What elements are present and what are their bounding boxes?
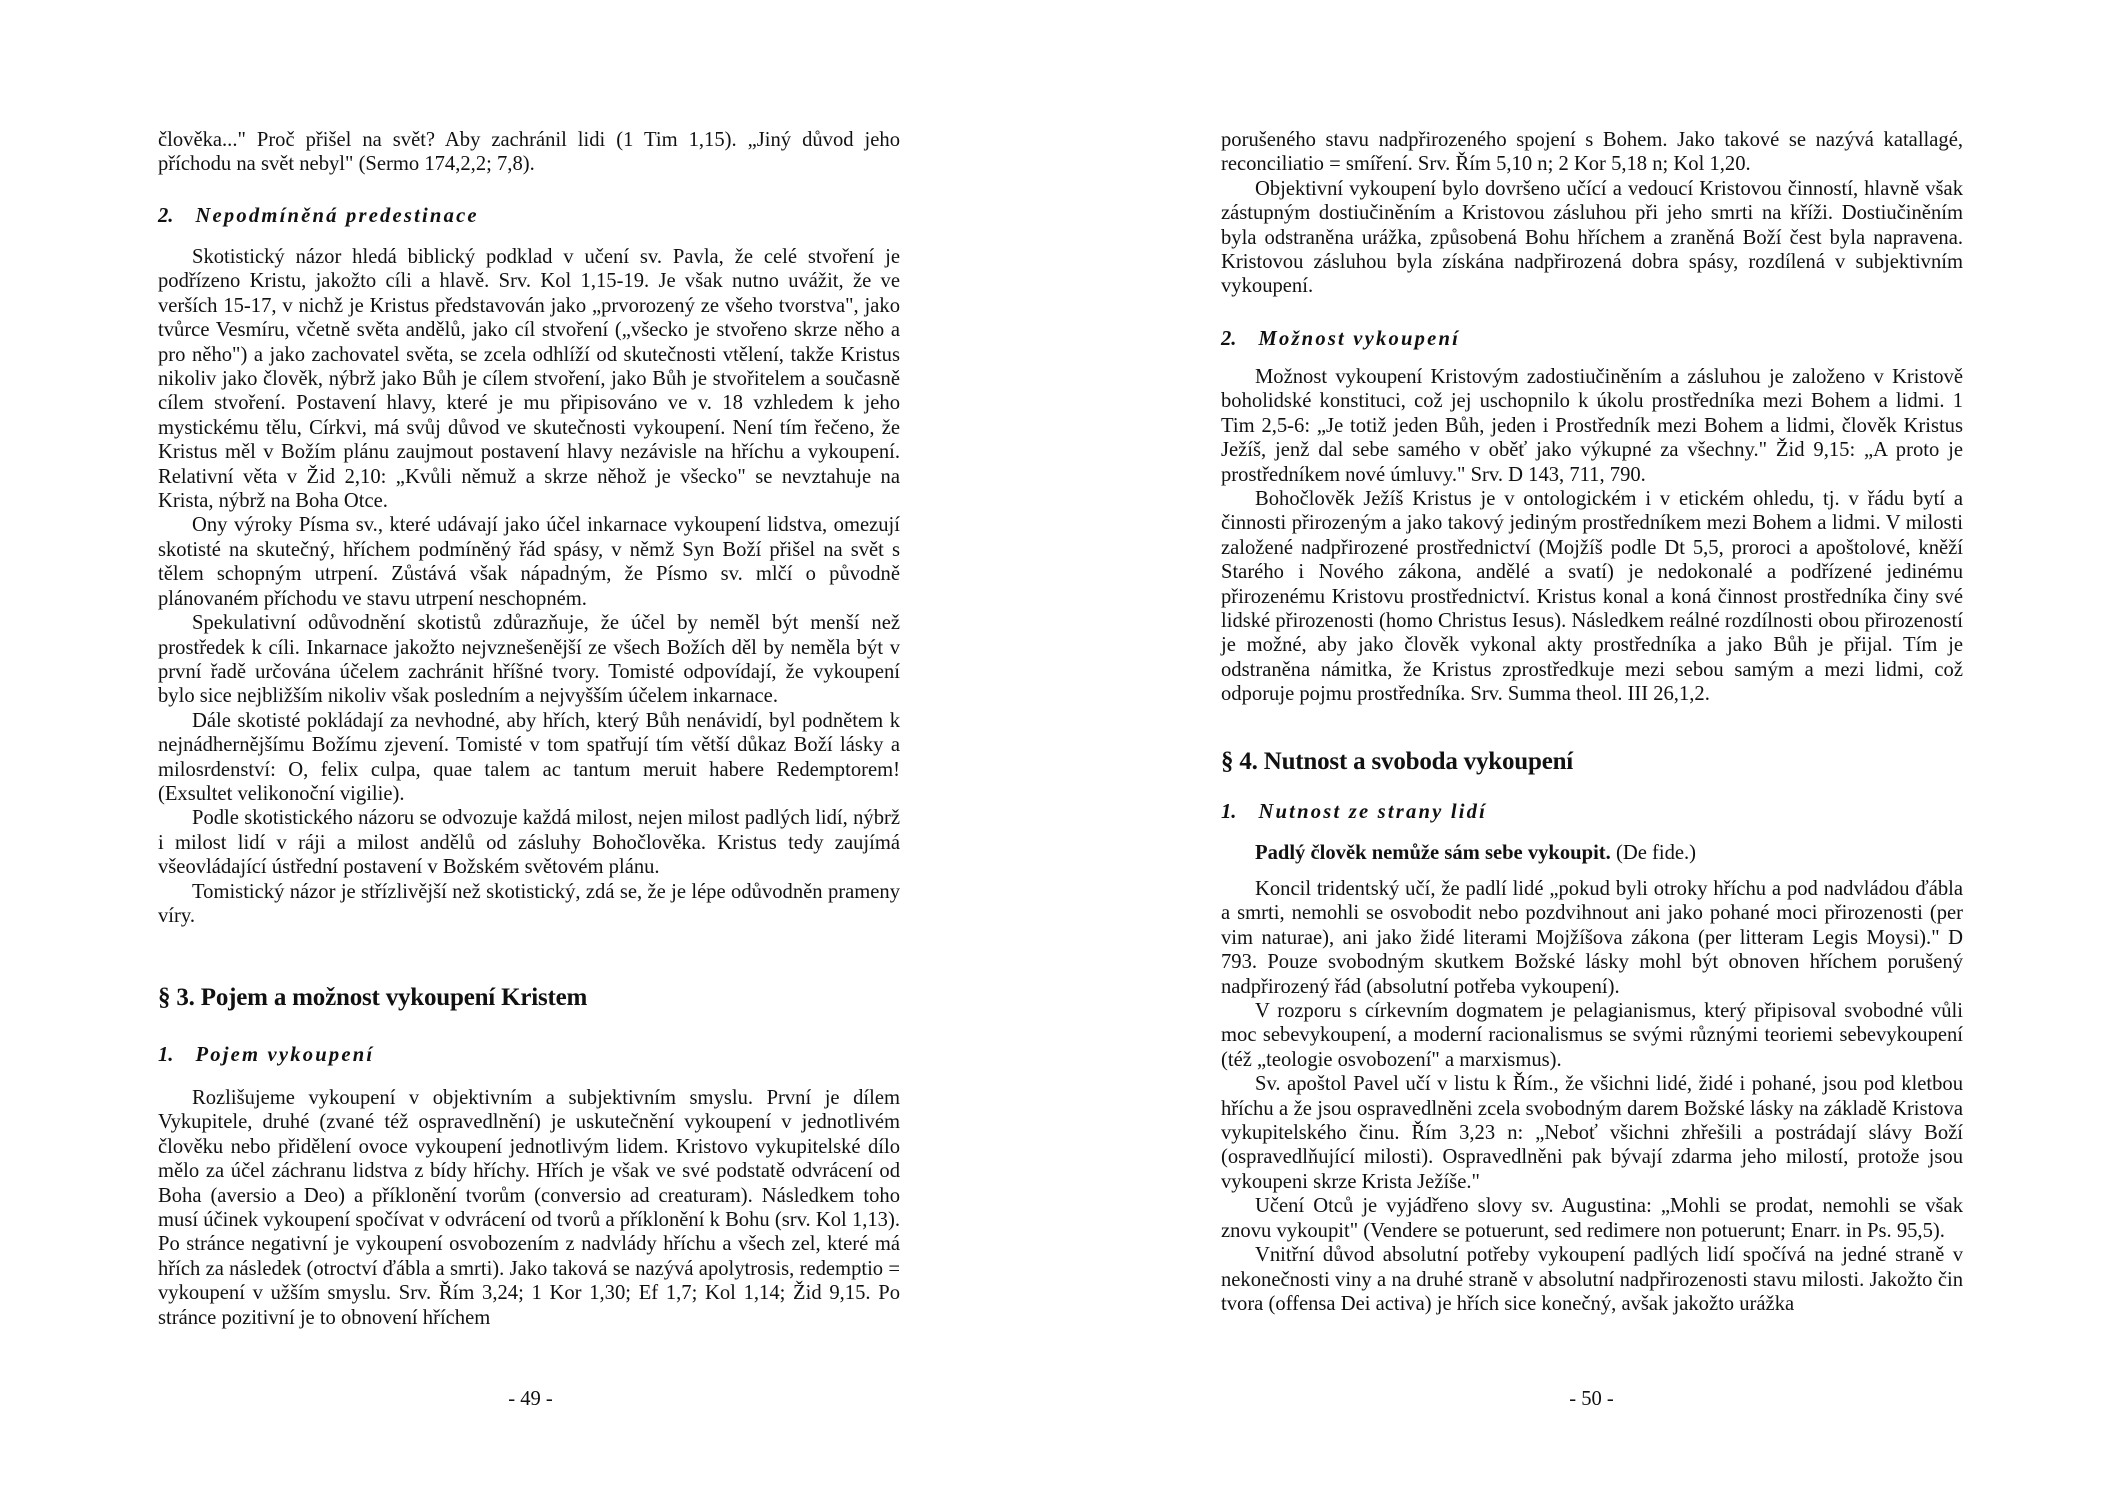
subsection-body [158, 245, 900, 928]
section-heading: § 3. Pojem a možnost vykoupení Kristem [158, 984, 588, 1011]
paragraph: Spekulativní odůvodnění skotistů zdůrazňuje, že účel by neměl být menší než prostředek k cíli. Inkarnace jakožto nejvznešenější ze všech Božích děl by neměla být v první řadě určována účelem zachránit hříšné tvory. Tomisté odpovídají, že vykoupení bylo sice nejbližším nikoliv však posledním a nejvyšším účelem inkarnace. [158, 612, 900, 708]
subsection-heading [1221, 801, 1487, 824]
paragraph: Tomistický názor je střízlivější než skotistický, zdá se, že je lépe odůvodněn prameny víry. [158, 880, 900, 927]
paragraph: Ony výroky Písma sv., které udávají jako účel inkarnace vykoupení lidstva, omezují skotisté na skutečný, hříchem podmíněný řád spásy, v němž Syn Boží přišel na svět s tělem schopným utrpení. Zůstává však nápadným, že Písmo sv. mlčí o původně plánovaném příchodu ve stavu utrpení neschopném. [158, 514, 900, 610]
subsection-number: 2. [1221, 328, 1237, 350]
paragraph: Vnitřní důvod absolutní potřeby vykoupení padlých lidí spočívá na jedné straně v nekonečnosti viny a na druhé straně v absolutní nadpřirozenosti stavu milosti. Jakožto čin tvora (offensa Dei activa) je hřích sice konečný, avšak jakožto urážka [1221, 1244, 1963, 1315]
paragraph: Podle skotistického názoru se odvozuje každá milost, nejen milost padlých lidí, nýbrž i milost lidí v ráji a milost andělů od zásluhy Bohočlověka. Kristus tedy zaujímá všeovládající ústřední postavení v Božském světovém plánu. [158, 807, 900, 879]
subsection-heading [158, 1044, 374, 1067]
paragraph: člověka..." Proč přišel na svět? Aby zachránil lidi (1 Tim 1,15). „Jiný důvod jeho příchodu na svět nebyl" (Sermo 174,2,2; 7,8). [158, 129, 900, 176]
paragraph: porušeného stavu nadpřirozeného spojení s Bohem. Jako takové se nazývá katallagé, reconciliatio = smíření. Srv. Řím 5,10 n; 2 Kor 5,18 n; Kol 1,20. [1221, 129, 1963, 176]
paragraph: V rozporu s církevním dogmatem je pelagianismus, který připisoval svobodné vůli moc sebevykoupení, a moderní racionalismus se svými různými teoriemi sebevykoupení (též „teologie osvobození" a marxismus). [1221, 1000, 1963, 1071]
subsection-body [1221, 877, 1963, 1316]
paragraph: Možnost vykoupení Kristovým zadostiučiněním a zásluhou je založeno v Kristově boholidské konstituci, což jej uschopnilo k úkolu prostředníka mezi Bohem a lidmi. 1 Tim 2,5-6: „Je totiž jeden Bůh, jeden i Prostředník mezi Bohem a lidmi, člověk Kristus Ježíš, jenž dal sebe samého v oběť jako výkupné za všechny." Žid 9,15: „A proto je prostředníkem nové úmluvy." Srv. D 143, 711, 790. [1221, 366, 1963, 486]
subsection-number: 1. [1221, 801, 1237, 823]
paragraph: Sv. apoštol Pavel učí v listu k Řím., že všichni lidé, židé i pohané, jsou pod kletbou hříchu a že jsou ospravedlněni zcela svobodným darem Božské lásky na základě Kristova vykupitelského činu. Řím 3,23 n: „Neboť všichni zhřešili a postrádají slávy Boží (ospravedlňující milosti). Ospravedlněni pak bývají zdarma jeho milostí, protože jsou vykoupeni skrze Krista Ježíše." [1221, 1073, 1963, 1193]
page-number: - 49 - [508, 1388, 553, 1410]
continued-block [1221, 128, 1963, 299]
paragraph: Bohočlověk Ježíš Kristus je v ontologickém i v etickém ohledu, tj. v řádu bytí a činnosti přirozeným a jako takový jediným prostředníkem mezi Bohem a lidmi. V milosti založené nadpřirozené prostřednictví (Mojžíš podle Dt 5,5, proroci a apoštolové, kněží Starého i Nového zákona, andělé a svatí) je nedokonalé a podřízené jedinému přirozenému Kristovu prostřednictví. Kristus konal a koná činnost prostředníka činy své lidské přirozenosti (homo Christus Iesus). Následkem reálné rozdílnosti obou přirozeností je možné, aby jako člověk vykonal akty prostředníka a jako Bůh je přijal. Tím je odstraněna námitka, že Kristus zprostředkuje mezi sebou samým a mezi lidmi, což odporuje pojmu prostředníka. Srv. Summa theol. III 26,1,2. [1221, 488, 1963, 706]
subsection-title: Nutnost ze strany lidí [1258, 801, 1488, 823]
subsection-title: Možnost vykoupení [1258, 328, 1461, 350]
subsection-body [158, 1086, 900, 1330]
page-number: - 50 - [1569, 1388, 1614, 1410]
paragraph: Rozlišujeme vykoupení v objektivním a subjektivním smyslu. První je dílem Vykupitele, druhé (zvané též ospravedlnění) je uskutečnění vykoupení v jednotlivém člověku nebo přidělení ovoce vykoupení jednotlivým lidem. Kristovo vykupitelské dílo mělo za účel záchranu lidstva z bídy hříchy. Hřích je však ve své podstatě odvrácení od Boha (aversio a Deo) a příklonění tvorům (conversio ad creaturam). Následkem toho musí účinek vykoupení spočívat v odvrácení od tvorů a příklonění k Bohu (srv. Kol 1,13). Po stránce negativní je vykoupení osvobozením z nadvlády hříchu a všech zel, které má hřích za následek (otroctví ďábla a smrti). Jako taková se nazývá apolytrosis, redemptio = vykoupení v užším smyslu. Srv. Řím 3,24; 1 Kor 1,30; Ef 1,7; Kol 1,14; Žid 9,15. Po stránce pozitivní je to obnovení hříchem [158, 1087, 900, 1329]
subsection-title: Pojem vykoupení [195, 1044, 375, 1066]
paragraph: Dále skotisté pokládají za nevhodné, aby hřích, který Bůh nenávidí, byl podnětem k nejnádhernějšímu Božímu zjevení. Tomisté v tom spatřují tím větší důkaz Boží lásky a milosrdenství: O, felix culpa, quae talem ac tantum meruit habere Redemptorem! (Exsultet velikonoční vigilie). [158, 709, 900, 805]
subsection-number: 1. [158, 1044, 174, 1066]
paragraph: Skotistický názor hledá biblický podklad v učení sv. Pavla, že celé stvoření je podřízeno Kristu, jakožto cíli a hlavě. Srv. Kol 1,15-19. Je však nutno uvážit, že ve verších 15-17, v nichž je Kristus představován jako „prvorozený ze všeho tvorstva", jako tvůrce Vesmíru, včetně světa andělů, jako cíl stvoření („všecko je stvořeno skrze něho a pro něho") a jako zachovatel světa, se zcela odhlíží od skutečnosti vtělení, takže Kristus nikoliv jako člověk, nýbrž jako Bůh je cílem stvoření, jako Bůh je stvořitelem a současně cílem stvoření. Postavení hlavy, které je mu připisováno ve v. 18 vzhledem k jeho mystickému tělu, Církvi, má svůj důvod ve skutečnosti vykoupení. Není tím řečeno, že Kristus měl v Božím plánu zaujmout postavení hlavy nezávisle na hříchu a vykoupení. Relativní věta v Žid 2,10: „Kvůli němuž a skrze něhož je všecko" se nevztahuje na Krista, nýbrž na Boha Otce. [158, 246, 900, 513]
subsection-heading [158, 205, 479, 228]
subsection-number: 2. [158, 205, 174, 227]
section-heading: § 4. Nutnost a svoboda vykoupení [1221, 748, 1574, 775]
subsection-title: Nepodmíněná predestinace [195, 205, 479, 227]
right-page [1061, 0, 2122, 1501]
subsection-body [1221, 365, 1963, 707]
paragraph: Objektivní vykoupení bylo dovršeno učící a vedoucí Kristovou činností, hlavně však zástupným dostiučiněním a Kristovou zásluhou při jeho smrti na kříži. Dostiučiněním byla odstraněna urážka, způsobená Bohu hříchem a zraněná Boží čest byla napravena. Kristovou zásluhou byla získána nadpřirozená dobra spásy, rozdílená v subjektivním vykoupení. [1221, 177, 1963, 298]
subsection-heading [1221, 328, 1460, 351]
thesis-bold: Padlý člověk nemůže sám sebe vykoupit. [1255, 842, 1611, 864]
paragraph: Koncil tridentský učí, že padlí lidé „pokud byli otroky hříchu a pod nadvládou ďábla a smrti, nemohli se osvobodit nebo pozdvihnout ani jako pohané moci přirozenosti (per vim naturae), ani jako židé literami Mojžíšova zákona (per litteram Legis Moysi)." D 793. Pouze svobodným skutkem Božské lásky mohl být obnoven hříchem porušený nadpřirozený řád (absolutní potřeba vykoupení). [1221, 878, 1963, 998]
thesis-statement [1255, 842, 1696, 865]
paragraph: Učení Otců je vyjádřeno slovy sv. Augustina: „Mohli se prodat, nemohli se však znovu vykoupit" (Vendere se potuerunt, sed redimere non potuerunt; Enarr. in Ps. 95,5). [1221, 1195, 1963, 1242]
thesis-note: (De fide.) [1615, 842, 1697, 864]
intro-paragraph-block [158, 128, 900, 177]
